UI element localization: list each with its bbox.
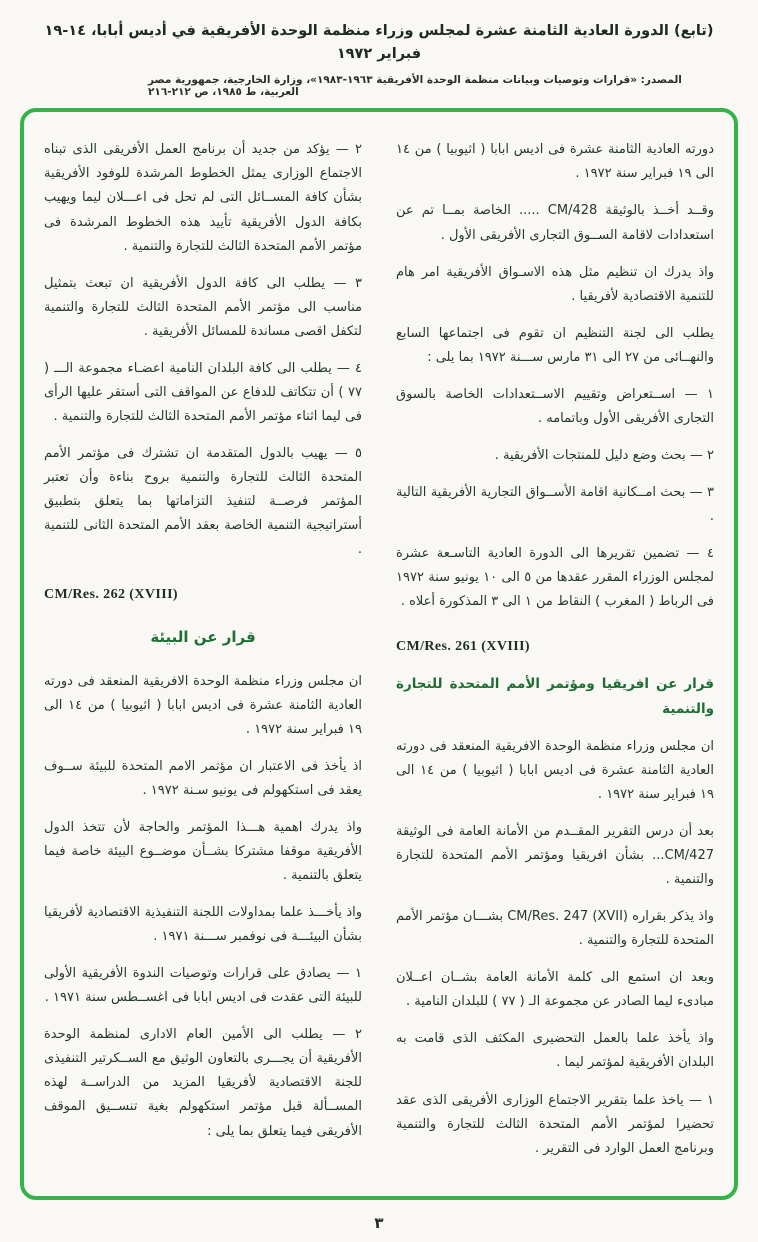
paragraph: وقــد أخــذ بالوثيقة CM/428 ..... الخاصة بمــا تم عن استعدادات لاقامة الســوق التجارى الأفريقى الأول . xyxy=(396,203,714,243)
paragraph: ٢ — بحث وضع دليل للمنتجات الأفريقية . xyxy=(494,447,714,463)
paragraph: ان مجلس وزراء منظمة الوحدة الافريقية المنعقد فى دورته العادية الثامنة عشرة فى اديس ابابا ( اثيوبيا ) من ١٤ الى ١٩ فبراير سنة ١٩٧٢ . xyxy=(44,673,362,737)
paragraph: واذ يذكر بقراره CM/Res. 247 (XVII) بشـــان مؤتمر الأمم المتحدة للتجارة والتنمية . xyxy=(396,909,714,949)
page-header xyxy=(28,20,730,98)
paragraph: واذ يدرك اهمية هـــذا المؤتمر والحاجة لأن تتخذ الدول الأفريقية موقفا مشتركا بشــأن موضــوع البيئة خاصة فيما يتعلق بالتنمية . xyxy=(44,820,362,884)
resolution-code-262: CM/Res. 262 (XVIII) xyxy=(44,587,178,603)
paragraph: ٥ — يهيب بالدول المتقدمة ان تشترك فى مؤتمر الأمم المتحدة الثالث للتجارة والتنمية بروح بناءة وأن تعتبر المؤتمر فرصــة لتنفيذ التزاماتها بما يتعلق بتطبيق أستراتيجية التنمية الخاصة بعقد الأمم المتحدة الثانى للتنمية . xyxy=(44,445,362,558)
two-column-layout xyxy=(44,138,714,1173)
paragraph: ٣ — بحث امــكانية اقامة الأســواق التجارية الأفريقية التالية . xyxy=(396,484,714,524)
paragraph: ان مجلس وزراء منظمة الوحدة الافريقية المنعقد فى دورته العادية الثامنة عشرة فى اديس ابابا ( اثيوبيا ) من ١٤ الى ١٩ فبراير سنة ١٩٧٢ . xyxy=(396,738,714,803)
column-right xyxy=(396,138,714,1173)
paragraph: ٣ — يطلب الى كافة الدول الأفريقية ان تبعث بتمثيل مناسب الى مؤتمر الأمم المتحدة الثالث للتجارة والتنمية لتكفل اقصى مساندة للمسائل الأفريقية . xyxy=(44,275,362,339)
column-left xyxy=(44,138,362,1173)
paragraph: دورته العادية الثامنة عشرة فى اديس ابابا ( اثيوبيا ) من ١٤ الى ١٩ فبراير سنة ١٩٧٢ . xyxy=(396,142,714,182)
paragraph: ١ — يصادق على قرارات وتوصيات الندوة الأفريقية الأولى للبيئة التى عقدت فى اديس ابابا فى اغســطس سنة ١٩٧١ . xyxy=(44,966,362,1006)
paragraph: ٤ — تضمين تقريرها الى الدورة العادية التاسـعة عشرة لمجلس الوزراء المقرر عقدها من ٥ الى ١٠ يونيو سنة ١٩٧٢ فى الرباط ( المغرب ) النقاط من ١ الى ٣ المذكورة أعلاه . xyxy=(396,545,714,610)
paragraph: واذ يأخذ علما بالعمل التحضيرى المكثف الذى قامت به البلدان الأفريقية لمؤتمر ليما . xyxy=(396,1031,714,1071)
paragraph: ٢ — يطلب الى الأمين العام الادارى لمنظمة الوحدة الأفريقية أن يجـــرى بالتعاون الوثيق مع الســكرتير التنفيذى للجنة الاقتصادية لأفريقيا المزيد من الدراســة لهذه المســألة قبل مؤتمر استكهولم بغية تنســيق الموقف الأفريقى فيما يتعلق بما يلى : xyxy=(44,1027,362,1139)
paragraph: اذ يأخذ فى الاعتبار ان مؤتمر الامم المتحدة للبيئة ســوف يعقد فى استكهولم فى يونيو سـنة ١٩٧٢ . xyxy=(44,758,362,798)
paragraph: بعد أن درس التقرير المقــدم من الأمانة العامة فى الوثيقة CM/427... بشأن افريقيا ومؤتمر الأمم المتحدة للتجارة والتنمية . xyxy=(396,824,714,888)
paragraph: ٤ — يطلب الى كافة البلدان النامية اعضـاء مجموعة الـــ ( ٧٧ ) أن تتكاتف للدفاع عن المواقف التى أستقر عليها الرأى فى ليما اثناء مؤتمر الأمم المتحدة الثالث للتجارة والتنمية . xyxy=(44,360,362,424)
green-border-frame xyxy=(20,108,738,1199)
page-number: ٣ xyxy=(374,1213,384,1232)
paragraph: واذ يأخـــذ علما بمداولات اللجنة التنفيذية الاقتصادية لأفريقيا بشأن البيئـــة فى نوفمبر ســـنة ١٩٧١ . xyxy=(44,905,362,945)
paragraph: واذ يدرك ان تنظيم مثل هذه الاسـواق الأفريقية امر هام للتنمية الاقتصادية لأفريقيا . xyxy=(396,264,714,304)
paragraph: ١ — ياخذ علما بتقرير الاجتماع الوزارى الأفريقى الذى عقد تحضيرا لمؤتمر الأمم المتحدة الثالث للتجارة والتنمية وبرنامج العمل الوارد فى التقرير . xyxy=(396,1092,714,1156)
document-title: (تابع) الدورة العادية الثامنة عشرة لمجلس وزراء منظمة الوحدة الأفريقية في أديس أبابا، ١٤-١٩ فبراير ١٩٧٢ xyxy=(44,23,714,63)
paragraph: ٢ — يؤكد من جديد أن برنامج العمل الأفريقى الذى تبناه الاجتماع الوزارى يمثل الخطوط المرشدة للوفود الأفريقية بشأن كافة المســائل التى لم تحل فى اعـــلان ليما ويهيب بكافة الدول الأفريقية تأييد هذه الخطوط المرشدة فى مؤتمر الأمم المتحدة الثالث للتجارة والتنمية . xyxy=(44,142,362,254)
paragraph: ١ — اســتعراض وتقييم الاســتعدادات الخاصة بالسوق التجارى الأفريقى الأول وباتمامه . xyxy=(396,386,714,426)
source-line: المصدر: «قرارات وتوصيات وبيانات منظمة الوحدة الأفريقية ١٩٦٣-١٩٨٣»، وزارة الخارجية، جمهورية مصر العربية، ط ١٩٨٥، ص ٢١٢-٢١٦ xyxy=(148,74,682,99)
resolution-heading-262: قرار عن البيئة xyxy=(150,628,256,647)
paragraph: وبعد ان استمع الى كلمة الأمانة العامة بشــان اعــلان مبادىء ليما الصادر عن مجموعة الـ ( ٧٧ ) للبلدان النامية . xyxy=(396,970,714,1010)
paragraph: يطلب الى لجنة التنظيم ان تقوم فى اجتماعها السابع والنهــائى من ٢٧ الى ٣١ مارس ســـنة ١٩٧٢ بما يلى : xyxy=(396,325,714,365)
resolution-code-261: CM/Res. 261 (XVIII) xyxy=(396,639,530,655)
resolution-heading-261: قرار عن افريقيا ومؤتمر الأمم المتحدة للتجارة والتنمية xyxy=(396,676,714,717)
